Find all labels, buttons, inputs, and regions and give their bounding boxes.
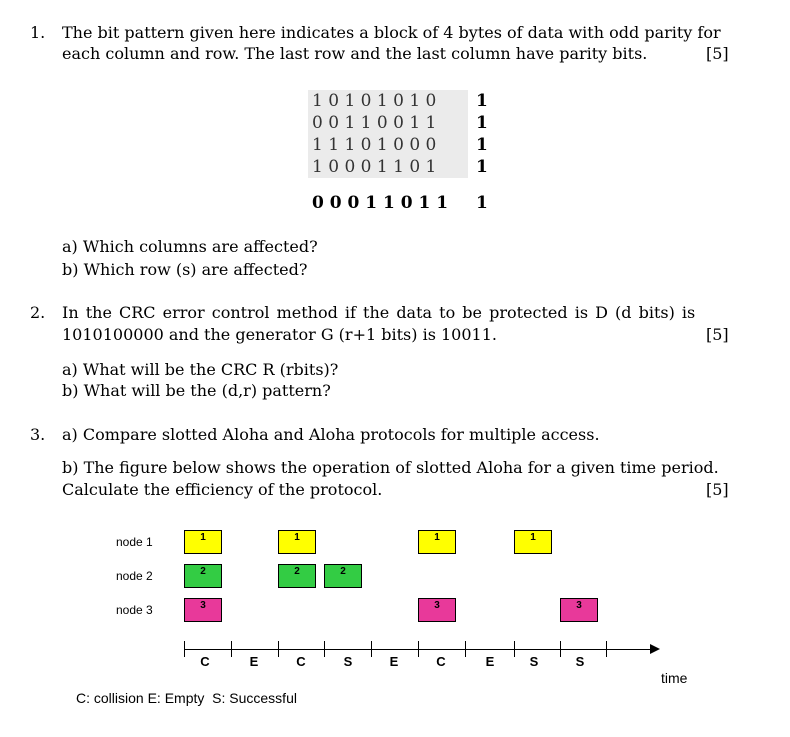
frame-node1 bbox=[418, 530, 456, 554]
frame-label: 1 bbox=[530, 532, 536, 543]
axis-tick bbox=[606, 641, 607, 657]
parity-block bbox=[308, 90, 500, 214]
axis-tick bbox=[465, 641, 466, 657]
frame-node2 bbox=[184, 564, 222, 588]
arrow-right-icon bbox=[650, 644, 660, 654]
slot-result-label: C bbox=[436, 654, 446, 669]
data-bits: 0 0 1 1 0 0 1 1 bbox=[308, 112, 468, 134]
parity-bit: 1 bbox=[476, 157, 488, 177]
axis-tick bbox=[278, 641, 279, 657]
q1-sub-a: a) Which columns are affected? bbox=[62, 237, 318, 256]
figure-legend: C: collision E: Empty S: Successful bbox=[76, 690, 297, 706]
axis-tick bbox=[560, 641, 561, 657]
frame-node3 bbox=[560, 598, 598, 622]
q2-text-line2: 1010100000 and the generator G (r+1 bits) is 10011. bbox=[62, 325, 497, 344]
slot-result-label: E bbox=[249, 654, 259, 669]
frame-label: 2 bbox=[294, 566, 300, 577]
parity-bit: 1 bbox=[476, 193, 488, 213]
frame-label: 2 bbox=[340, 566, 346, 577]
frame-node2 bbox=[278, 564, 316, 588]
frame-node1 bbox=[514, 530, 552, 554]
axis-tick bbox=[231, 641, 232, 657]
data-bits: 1 1 1 0 1 0 0 0 bbox=[308, 134, 468, 156]
frame-node1 bbox=[184, 530, 222, 554]
q2-number: 2. bbox=[30, 303, 46, 322]
node-label: node 1 bbox=[116, 535, 153, 549]
q3-points: [5] bbox=[706, 480, 729, 499]
axis-tick bbox=[418, 641, 419, 657]
frame-label: 1 bbox=[294, 532, 300, 543]
parity-bit: 1 bbox=[476, 135, 488, 155]
frame-label: 3 bbox=[200, 600, 206, 611]
frame-node3 bbox=[184, 598, 222, 622]
frame-node1 bbox=[278, 530, 316, 554]
parity-row-last bbox=[308, 192, 500, 214]
slot-result-label: S bbox=[575, 654, 585, 669]
q2-sub-a: a) What will be the CRC R (rbits)? bbox=[62, 360, 339, 379]
frame-label: 2 bbox=[200, 566, 206, 577]
parity-bit: 1 bbox=[476, 91, 488, 111]
axis-tick bbox=[371, 641, 372, 657]
q1-text-line2: each column and row. The last row and the last column have parity bits. bbox=[62, 44, 648, 63]
axis-tick bbox=[324, 641, 325, 657]
slot-result-label: S bbox=[529, 654, 539, 669]
q2-text-line1: In the CRC error control method if the data to be protected is D (d bits) is bbox=[62, 303, 696, 322]
q1-points: [5] bbox=[706, 44, 729, 63]
slot-result-label: E bbox=[485, 654, 495, 669]
axis-tick bbox=[514, 641, 515, 657]
q2-points: [5] bbox=[706, 325, 729, 344]
parity-row bbox=[308, 156, 500, 178]
frame-label: 1 bbox=[200, 532, 206, 543]
q2-sub-b: b) What will be the (d,r) pattern? bbox=[62, 381, 331, 400]
node-label: node 3 bbox=[116, 603, 153, 617]
axis-tick bbox=[184, 641, 185, 657]
time-axis-label: time bbox=[661, 670, 688, 686]
frame-node3 bbox=[418, 598, 456, 622]
q3-part-a: a) Compare slotted Aloha and Aloha protocols for multiple access. bbox=[62, 425, 600, 444]
slot-result-label: S bbox=[343, 654, 353, 669]
q3-part-b-line2: Calculate the efficiency of the protocol. bbox=[62, 480, 383, 499]
frame-label: 3 bbox=[576, 600, 582, 611]
parity-bit: 1 bbox=[476, 113, 488, 133]
data-bits: 1 0 1 0 1 0 1 0 bbox=[308, 90, 468, 112]
q3-part-b-line1: b) The figure below shows the operation of slotted Aloha for a given time period. bbox=[62, 458, 719, 477]
q1-sub-b: b) Which row (s) are affected? bbox=[62, 260, 308, 279]
slot-result-label: C bbox=[200, 654, 210, 669]
data-bits: 0 0 0 1 1 0 1 1 bbox=[312, 193, 449, 213]
data-bits: 1 0 0 0 1 1 0 1 bbox=[308, 156, 468, 178]
parity-row bbox=[308, 90, 500, 112]
node-label: node 2 bbox=[116, 569, 153, 583]
slot-result-label: C bbox=[296, 654, 306, 669]
frame-node2 bbox=[324, 564, 362, 588]
frame-label: 1 bbox=[434, 532, 440, 543]
parity-row bbox=[308, 134, 500, 156]
q3-number: 3. bbox=[30, 425, 46, 444]
time-axis bbox=[184, 649, 654, 650]
q1-text-line1: The bit pattern given here indicates a block of 4 bytes of data with odd parity for bbox=[62, 23, 721, 42]
slot-result-label: E bbox=[389, 654, 399, 669]
parity-row bbox=[308, 112, 500, 134]
q1-number: 1. bbox=[30, 23, 46, 42]
frame-label: 3 bbox=[434, 600, 440, 611]
